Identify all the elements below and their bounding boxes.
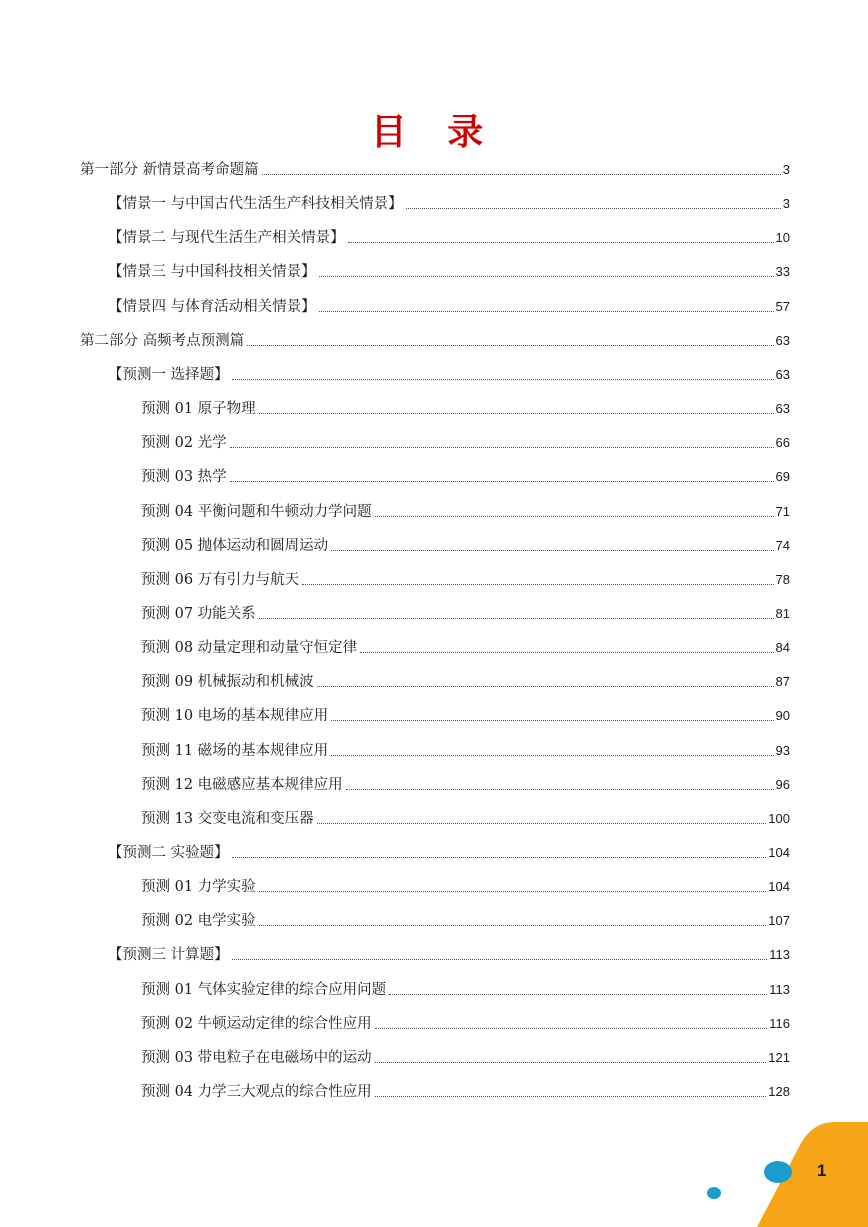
toc-entry-title: 预测 09 机械振动和机械波 [141, 674, 314, 690]
toc-entry-title: 预测 10 电场的基本规律应用 [141, 708, 329, 724]
toc-entry-title: 【情景二 与现代生活生产相关情景】 [108, 230, 345, 246]
toc-entry-title: 【情景四 与体育活动相关情景】 [108, 299, 316, 315]
toc-entry-title: 第一部分 新情景高考命题篇 [80, 162, 259, 178]
toc-page-number: 107 [768, 913, 790, 928]
toc-entry-title: 预测 06 万有引力与航天 [141, 572, 300, 588]
toc-entry-title: 预测 08 动量定理和动量守恒定律 [141, 640, 358, 656]
toc-entry-title: 【预测一 选择题】 [108, 367, 229, 383]
toc-page-number: 69 [775, 469, 790, 484]
toc-entry-title: 【情景一 与中国古代生活生产科技相关情景】 [108, 196, 403, 212]
toc-page-number: 128 [768, 1084, 790, 1099]
toc-entry-title: 预测 02 光学 [141, 435, 227, 451]
toc-entry-title: 预测 04 力学三大观点的综合性应用 [141, 1084, 372, 1100]
toc-entry-title: 第二部分 高频考点预测篇 [80, 333, 245, 349]
toc-page-number: 63 [775, 333, 790, 348]
toc-page-number: 63 [775, 401, 790, 416]
toc-entry-title: 预测 01 气体实验定律的综合应用问题 [141, 982, 387, 998]
toc-page-number: 100 [768, 811, 790, 826]
toc-entry-title: 预测 03 热学 [141, 469, 227, 485]
toc-entry-title: 【情景三 与中国科技相关情景】 [108, 264, 316, 280]
toc-page-number: 104 [768, 879, 790, 894]
toc-entry-title: 预测 05 抛体运动和圆周运动 [141, 538, 329, 554]
toc-page-number: 57 [775, 299, 790, 314]
toc-entry-title: 预测 11 磁场的基本规律应用 [141, 743, 329, 759]
toc-page-number: 113 [769, 947, 790, 962]
toc-page-number: 93 [775, 743, 790, 758]
toc-entry-title: 预测 01 力学实验 [141, 879, 256, 895]
toc-page-number: 87 [775, 674, 790, 689]
blue-dot-large [764, 1161, 792, 1183]
toc-page-number: 33 [775, 264, 790, 279]
toc-page-number: 96 [775, 777, 790, 792]
toc-entry-title: 预测 12 电磁感应基本规律应用 [141, 777, 343, 793]
toc-page-number: 116 [769, 1016, 790, 1031]
toc-entry-title: 预测 01 原子物理 [141, 401, 256, 417]
blue-dot-small [707, 1187, 721, 1199]
toc-page-number: 71 [775, 504, 790, 519]
toc-entry-title: 预测 02 电学实验 [141, 913, 256, 929]
toc-entry-title: 预测 02 牛顿运动定律的综合性应用 [141, 1016, 372, 1032]
toc-page-number: 84 [775, 640, 790, 655]
toc-page-number: 78 [775, 572, 790, 587]
toc-page-number: 74 [775, 538, 790, 553]
page-title: 目 录 [370, 112, 498, 153]
toc-page-number: 121 [768, 1050, 790, 1065]
toc-entry-title: 预测 04 平衡问题和牛顿动力学问题 [141, 504, 372, 520]
toc-entry-title: 【预测三 计算题】 [108, 947, 229, 963]
toc-page-number: 66 [775, 435, 790, 450]
toc-page-number: 3 [782, 196, 790, 211]
toc-page-number: 10 [775, 230, 790, 245]
toc-entry-title: 预测 13 交变电流和变压器 [141, 811, 314, 827]
toc-page-number: 63 [775, 367, 790, 382]
toc-entry-title: 预测 03 带电粒子在电磁场中的运动 [141, 1050, 372, 1066]
toc-entry-title: 【预测二 实验题】 [108, 845, 229, 861]
toc-page-number: 104 [768, 845, 790, 860]
toc-page-number: 113 [769, 982, 790, 997]
page-number: 1 [817, 1161, 827, 1180]
toc-page-number: 3 [782, 162, 790, 177]
toc-entry-title: 预测 07 功能关系 [141, 606, 256, 622]
toc-page-number: 81 [775, 606, 790, 621]
toc-page-number: 90 [775, 708, 790, 723]
